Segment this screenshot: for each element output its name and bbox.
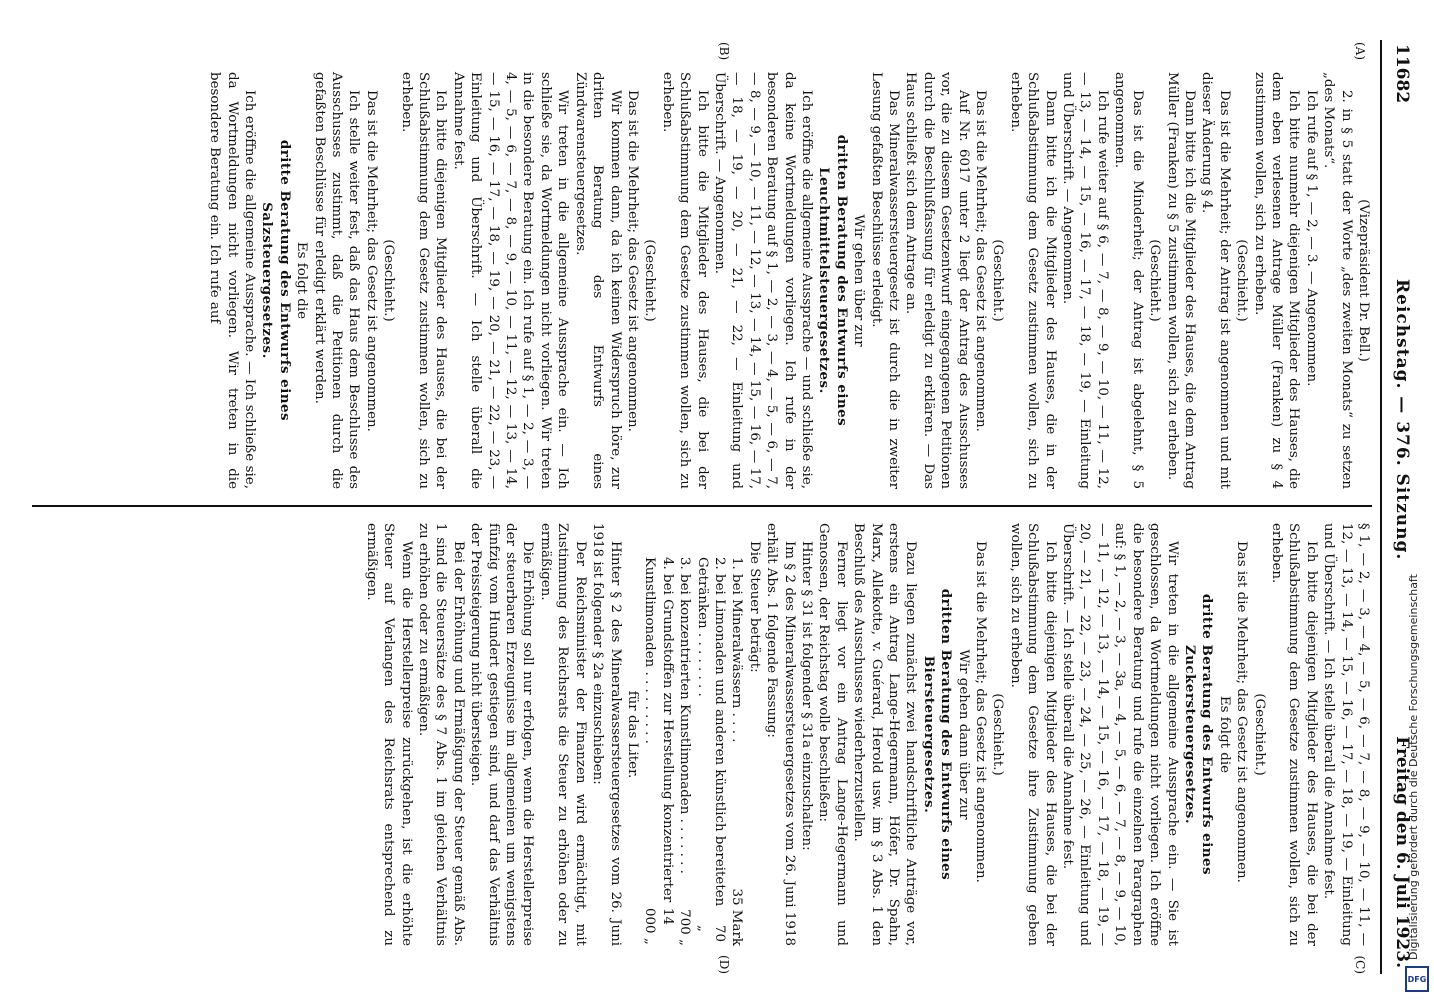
tax-item-label: 1. bei Mineralwässern . . . . — [729, 557, 745, 743]
paragraph: Ich stelle weiter fest, daß das Haus dem Beschlusse des Ausschusses zustimmt, daß die Petitionen durch die gefaßten Beschlüsse für erledigt erklärt werden. — [311, 72, 362, 489]
paragraph: Ich bitte nunmehr diejenigen Mitglieder des Hauses, die dem eben verlesenen Antrage Müller (Franken) zu § 4 zustimmen wollen, sich zu erheben. — [1251, 72, 1302, 489]
paragraph: Ich rufe weiter auf § 6, — 7, — 8, — 9, — 10, — 11, — 12, — 13, — 14, — 15, — 16, — 17, — 18, — 19, — Einleitung und Überschrift. — Angenommen. — [1060, 72, 1110, 489]
paragraph: Die Erhöhung soll nur erfolgen, wenn die Herstellerpreise der steuerbaren Erzeugnisse im allgemeinen um wenigstens fünfzig vom Hundert gestiegen sind, und darf das Verhältnis der Preissteigerung nicht übersteigen. — [468, 523, 536, 946]
paragraph: Ich rufe auf § 1, — 2, — 3. — Angenommen. — [1303, 90, 1319, 387]
paragraph: für das Liter. — [624, 690, 640, 779]
list-item — [676, 523, 693, 946]
paragraph: Das ist die Mehrheit; das Gesetz ist angenommen. — [1234, 541, 1250, 883]
stage-note: (Geschieht.) — [1147, 239, 1163, 322]
paragraph: Hinter § 2 des Mineralwassersteuergesetzes vom 26. Juni 1918 ist folgender § 2a einzuschieben: — [590, 523, 623, 946]
margin-mark-c: (C) — [1353, 955, 1367, 974]
paragraph: Wir treten in die allgemeine Aussprache ein. — Sie ist geschlossen, da Wortmeldungen nicht vorliegen. Ich eröffne die besondere Beratung und rufe die einzelnen Paragraphen auf: § 1, — 2, — 3, — 3a, — 4, — 5, — 6, — 7, — 8, — 9, — 10, — 11, — 12, — 13, — 14, — 15, — 16, — 17, — 18, — 19, — 20, — 21, — 22, — 23, — 24, — 25, — 26, — Einleitung und Überschrift. — Ich stelle überall die Annahme fest. — [1060, 523, 1180, 946]
paragraph: Das Mineralwassersteuergesetz ist durch die in zweiter Lesung gefaßten Beschlüsse erledigt. — [868, 72, 902, 489]
paragraph: Das ist die Mehrheit; der Antrag ist angenommen und mit dieser Änderung § 4. — [1199, 72, 1232, 489]
paragraph: 2. in § 5 statt der Worte „des zweiten Monats“ zu setzen „des Monats“. — [1321, 72, 1354, 489]
paragraph: Wir kommen dann, da ich keinen Widerspruch höre, zur dritten Beratung des Entwurfs eines Zündwarensteuergesetzes. — [572, 72, 623, 489]
paragraph: Das ist die Mehrheit; das Gesetz ist angenommen. — [624, 90, 640, 432]
paragraph: § 1, — 2, — 3, — 4, — 5, — 6, — 7, — 8, — 9, — 10, — 11, — 12, — 13, — 14, — 15, — 16, — 17, — 18, — 19, — Einleitung und Überschrift. — Ich stelle überall die Annahme fest. — [1321, 523, 1371, 946]
paragraph: Das ist die Mehrheit; das Gesetz ist angenommen. — [973, 90, 989, 432]
paragraph: Ich bitte diejenigen Mitglieder des Hauses, die bei der Schlußabstimmung dem Gesetz zustimmen wollen, sich zu erheben. — [398, 72, 449, 489]
stage-note: (Geschieht.) — [642, 239, 658, 322]
tax-item-value: 70 „ — [694, 924, 727, 942]
paragraph: Wir gehen dann über zur — [955, 649, 971, 820]
page-number: 11682 — [1392, 44, 1412, 104]
paragraph: Auf Nr. 6017 unter 2 liegt der Antrag des Ausschusses vor, die zu diesem Gesetzentwurf eingegangenen Petitionen durch die Beschlußfassung für erledigt zu erklären. — Das Haus schließt sich dem Antrage an. — [903, 72, 971, 489]
left-column — [32, 40, 1372, 507]
speaker-note: (Vizepräsident Dr. Bell.) — [1356, 199, 1371, 362]
right-column — [32, 507, 1372, 974]
paragraph: Ferner liegt vor ein Antrag Lange-Hegermann und Genossen, der Reichstag wolle beschließen: — [816, 523, 849, 946]
paragraph: Wir treten in die allgemeine Aussprache ein. — Ich schließe sie, da Wortmeldungen nicht vorliegen. Wir treten in die besondere Beratung ein. Ich rufe auf § 1, — 2, — 3, — 4, — 5, — 6, — 7, — 8, — 9, — 10, — 11, — 12, — 13, — 14, — 15, — 16, — 17, — 18, — 19, — 20, — 21, — 22, — 23, — Einleitung und Überschrift. — Ich stelle überall die Annahme fest. — [450, 72, 571, 489]
section-heading: dritte Beratung des Entwurfs eines Zuckersteuergesetzes. — [1181, 593, 1216, 876]
paragraph: Der Reichsminister der Finanzen wird ermächtigt, mit Zustimmung des Reichsrats die Steuer zu erhöhen oder zu ermäßigen. — [537, 523, 588, 946]
tax-item-value: 14 000 „ — [642, 908, 675, 945]
paragraph: Wir gehen über zur — [851, 214, 867, 347]
list-item — [693, 523, 728, 946]
paragraph: Im § 2 des Mineralwassersteuergesetzes vom 26. Juni 1918 erhält Abs. 1 folgende Fassung: — [764, 523, 797, 946]
stage-note: (Geschieht.) — [1234, 239, 1250, 322]
list-item — [728, 523, 745, 946]
paragraph: Ich eröffne die allgemeine Aussprache — und schließe sie, da keine Wortmeldungen vorliegen. Ich rufe in der besonderen Beratung auf § 1, — 2, — 3, — 4, — 5, — 6, — 7, — 8, — 9, — 10, — 11, — 12, — 13, — 14, — 15, — 16, — 17, — 18, — 19, — 20, — 21, — 22, — Einleitung und Überschrift. — Angenommen. — [711, 72, 814, 489]
paragraph: Das ist die Minderheit; der Antrag ist abgelehnt, § 5 angenommen. — [1112, 72, 1145, 489]
dfg-logo: DFG — [1405, 966, 1429, 992]
stage-note: (Geschieht.) — [381, 239, 397, 322]
stage-note: (Geschieht.) — [990, 693, 1006, 776]
paragraph: Die Steuer beträgt: — [746, 541, 762, 673]
paragraph: Es folgt die — [294, 241, 310, 320]
paragraph: Dann bitte ich die Mitglieder des Hauses, die in der Schlußabstimmung dem Gesetz zustimmen wollen, sich zu erheben. — [1007, 72, 1058, 489]
paragraph: Hinter § 31 ist folgender § 31a einzuschalten: — [799, 541, 814, 851]
section-heading: dritten Beratung des Entwurfs eines Leuchtmittelsteuergesetzes. — [816, 134, 850, 427]
section-heading: dritten Beratung des Entwurfs eines Biersteuergesetzes. — [920, 588, 955, 881]
stage-note: (Geschieht.) — [1251, 693, 1267, 776]
paragraph: Es folgt die — [1216, 695, 1232, 774]
tax-rate-list — [641, 523, 745, 946]
list-item — [641, 523, 676, 946]
margin-mark-d: (D) — [717, 955, 731, 974]
section-heading: dritte Beratung des Entwurfs eines Salzsteuergesetzes. — [259, 139, 293, 422]
text-columns — [32, 40, 1372, 974]
paragraph: Wenn die Herstellerpreise zurückgehen, ist die erhöhte Steuer auf Verlangen des Reichsrats entsprechend zu ermäßigen. — [363, 523, 414, 946]
digitization-note: Digitalisierung gefördert durch die Deutsche Forschungsgemeinschaft — [1407, 574, 1420, 960]
tax-item-value: 700 „ — [677, 909, 693, 946]
paragraph: Ich bitte diejenigen Mitglieder des Hauses, die bei der Schlußabstimmung dem Gesetze zustimmen wollen, sich zu erheben. — [1268, 523, 1319, 946]
paragraph: Das ist die Mehrheit; das Gesetz ist angenommen. — [363, 90, 379, 432]
tax-item-value: 35 Mark — [729, 888, 745, 946]
session-title: Reichstag. — 376. Sitzung. — [1392, 279, 1412, 561]
paragraph: Dann bitte ich die Mitglieder des Hauses, die dem Antrag Müller (Franken) zu § 5 zustimmen wollen, sich zu erheben. — [1164, 72, 1197, 489]
paragraph: Ich bitte die Mitglieder des Hauses, die bei der Schlußabstimmung dem Gesetze zustimmen wollen, sich zu erheben. — [659, 72, 710, 489]
paragraph: Bei der Erhöhung und Ermäßigung der Steuer gemäß Abs. 1 sind die Steuersätze des § 7 Abs. 1 im gleichen Verhältnis zu erhöhen oder zu ermäßigen. — [416, 523, 466, 946]
paragraph: Ich bitte diejenigen Mitglieder des Hauses, die bei der Schlußabstimmung dem Gesetze ihre Zustimmung geben wollen, sich zu erheben. — [1007, 523, 1058, 946]
margin-mark-b: (B) — [717, 42, 731, 61]
tax-item-label: 3. bei konzentrierten Kunstlimonaden . . . . . . . — [677, 557, 693, 874]
paragraph: Dazu liegen zunächst zwei handschriftliche Anträge vor, erstens ein Antrag Lange-Hegermann, Höfer, Dr. Spahn, Marx, Allekotte, v. Guérard, Herold usw. im § 3 Abs. 1 den Beschluß des Ausschusses wiederherzustellen. — [851, 523, 919, 946]
paragraph: Das ist die Mehrheit; das Gesetz ist angenommen. — [973, 541, 989, 883]
stage-note: (Geschieht.) — [990, 239, 1006, 322]
margin-mark-a: (A) — [1353, 42, 1367, 61]
session-date: Freitag den 6. Juli 1923. — [1392, 736, 1412, 968]
tax-item-label: 2. bei Limonaden und anderen künstlich bereiteten Getränken . . . . . . . . — [694, 557, 727, 907]
tax-item-label: 4. bei Grundstoffen zur Herstellung konzentrierter Kunstlimonaden . . . . . . . . . — [642, 557, 675, 903]
paragraph: Ich eröffne die allgemeine Aussprache. — Ich schließe sie, da Wortmeldungen nicht vorliegen. Wir treten in die besondere Beratung ein. Ich rufe auf — [207, 72, 257, 489]
page-header — [1380, 40, 1410, 974]
